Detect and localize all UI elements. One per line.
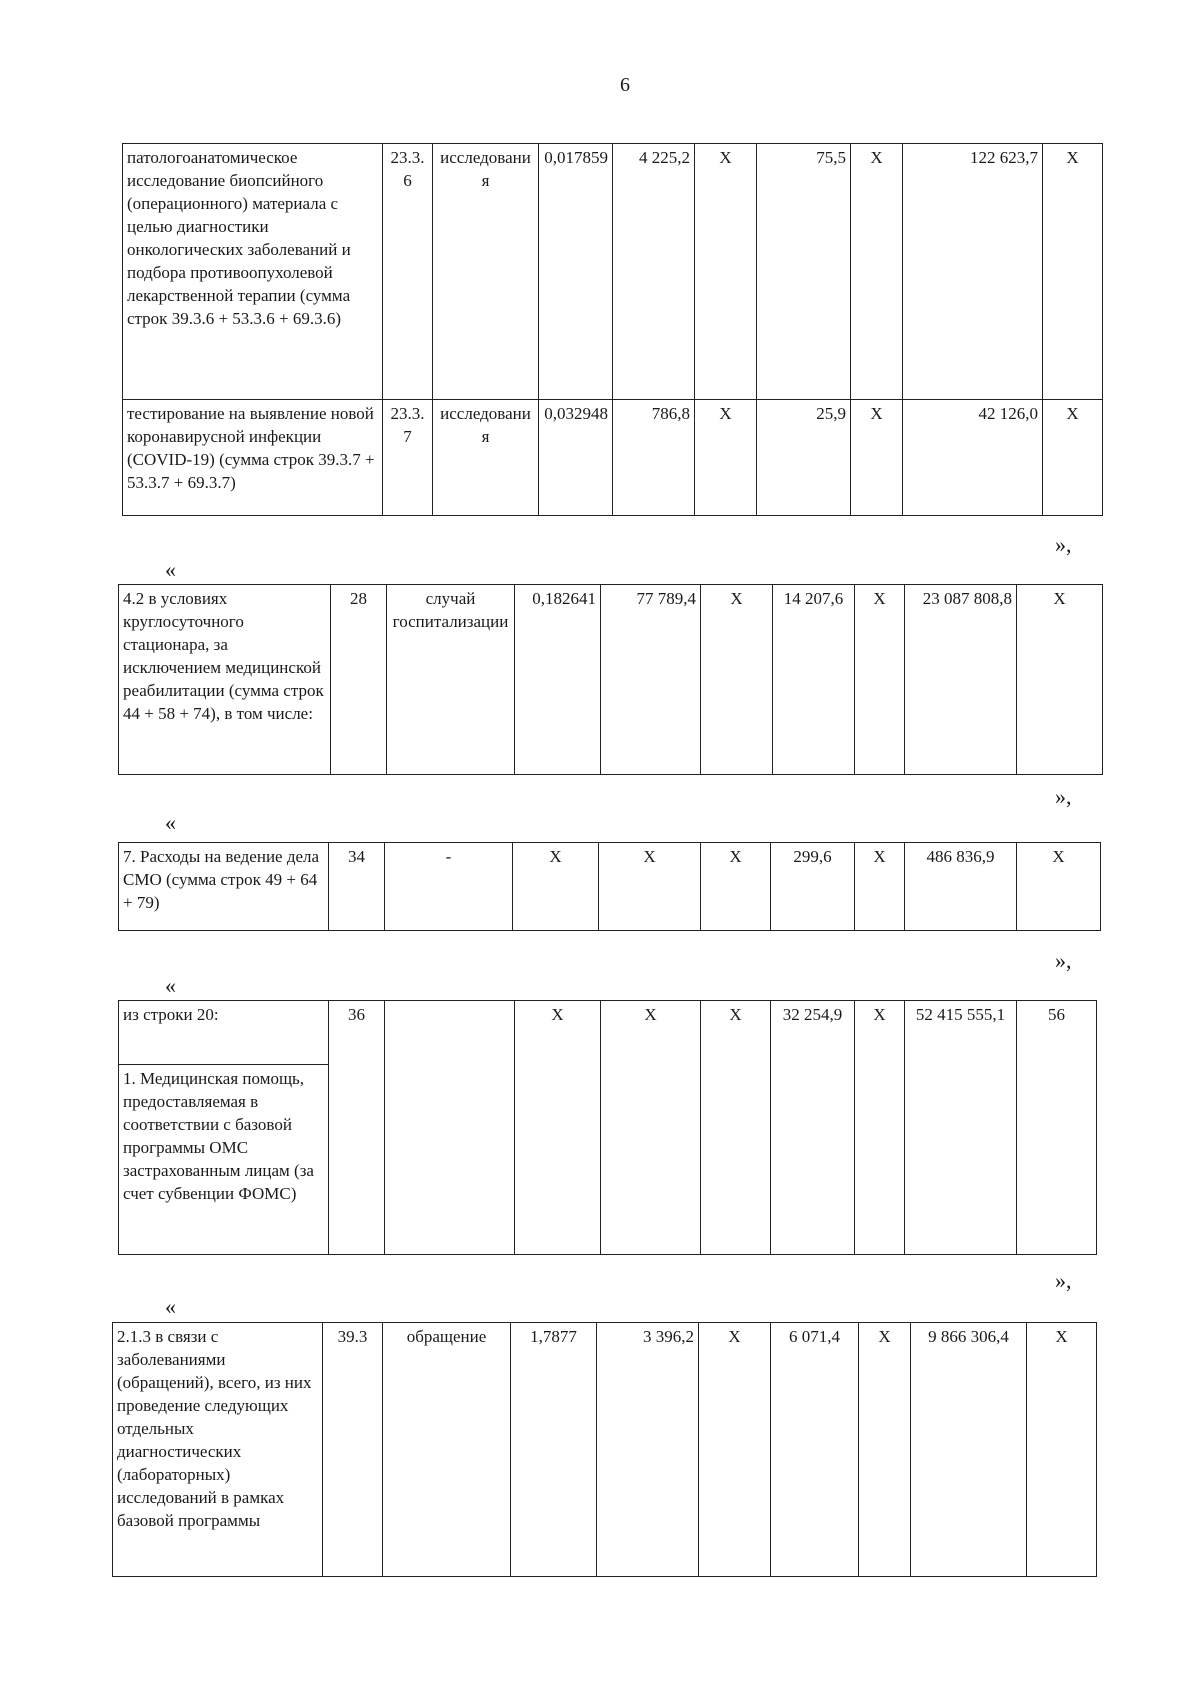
cell-per-capita: 75,5 — [757, 144, 851, 400]
cell-norm: 1,7877 — [511, 1323, 597, 1577]
cell-x: X — [701, 843, 771, 931]
cell-x: X — [855, 1001, 905, 1255]
cell-code: 34 — [329, 843, 385, 931]
cell-per-capita: 299,6 — [771, 843, 855, 931]
cell-total: 23 087 808,8 — [905, 585, 1017, 775]
cell-cost: 786,8 — [613, 400, 695, 516]
table-basic-program — [118, 1000, 1097, 1255]
cell-total: 52 415 555,1 — [905, 1001, 1017, 1255]
table-smo-expenses — [118, 842, 1101, 931]
cell-code: 23.3.7 — [383, 400, 433, 516]
table-row — [123, 144, 1103, 400]
cell-norm: 0,182641 — [515, 585, 601, 775]
cell-cost: 77 789,4 — [601, 585, 701, 775]
cell-x: X — [695, 400, 757, 516]
page-number: 6 — [620, 74, 630, 96]
closing-quote: », — [1055, 1268, 1072, 1293]
cell-name: из строки 20: — [119, 1001, 329, 1065]
cell-x: X — [1017, 843, 1101, 931]
opening-quote: « — [165, 557, 176, 582]
cell-x: X — [1043, 400, 1103, 516]
closing-quote: », — [1055, 532, 1072, 557]
cell-x: X — [855, 585, 905, 775]
closing-quote: », — [1055, 784, 1072, 809]
cell-cost: 4 225,2 — [613, 144, 695, 400]
cell-x: X — [601, 1001, 701, 1255]
cell-x: X — [1043, 144, 1103, 400]
cell-unit — [385, 1001, 515, 1255]
cell-unit: обращение — [383, 1323, 511, 1577]
cell-unit: - — [385, 843, 513, 931]
cell-per-capita: 6 071,4 — [771, 1323, 859, 1577]
cell-total: 42 126,0 — [903, 400, 1043, 516]
cell-name: 1. Медицинская помощь, предоставляемая в соответствии с базовой программы ОМС застрахованным лицам (за счет субвенции ФОМС) — [119, 1065, 329, 1255]
cell-name: 7. Расходы на ведение дела СМО (сумма строк 49 + 64 + 79) — [119, 843, 329, 931]
opening-quote: « — [165, 973, 176, 998]
cell-per-capita: 14 207,6 — [773, 585, 855, 775]
cell-cost: 3 396,2 — [597, 1323, 699, 1577]
cell-x: X — [851, 144, 903, 400]
cell-code: 28 — [331, 585, 387, 775]
table-diseases-visits — [112, 1322, 1097, 1577]
table-row — [119, 585, 1103, 775]
cell-name: 4.2 в условиях круглосуточного стационара, за исключением медицинской реабилитации (сумма строк 44 + 58 + 74), в том числе: — [119, 585, 331, 775]
cell-x: X — [513, 843, 599, 931]
cell-total: 486 836,9 — [905, 843, 1017, 931]
cell-norm: 0,017859 — [539, 144, 613, 400]
table-hospital-care — [118, 584, 1103, 775]
cell-code: 39.3 — [323, 1323, 383, 1577]
cell-x: X — [599, 843, 701, 931]
table-row — [123, 400, 1103, 516]
table-row — [113, 1323, 1097, 1577]
cell-x: X — [699, 1323, 771, 1577]
cell-x: X — [515, 1001, 601, 1255]
cell-x: X — [1027, 1323, 1097, 1577]
cell-x: X — [701, 585, 773, 775]
cell-x: X — [1017, 585, 1103, 775]
cell-per-capita: 32 254,9 — [771, 1001, 855, 1255]
cell-x: X — [695, 144, 757, 400]
opening-quote: « — [165, 810, 176, 835]
cell-per-capita: 25,9 — [757, 400, 851, 516]
cell-x: X — [701, 1001, 771, 1255]
opening-quote: « — [165, 1294, 176, 1319]
table-row — [119, 843, 1101, 931]
closing-quote: », — [1055, 948, 1072, 973]
cell-name: патологоанатомическое исследование биопсийного (операционного) материала с целью диагностики онкологических заболеваний и подбора противоопухолевой лекарственной терапии (сумма строк 39.3.6 + 53.3.6 + 69.3.6) — [123, 144, 383, 400]
cell-name: 2.1.3 в связи с заболеваниями (обращений), всего, из них проведение следующих отдельных диагностических (лабораторных) исследований в рамках базовой программы — [113, 1323, 323, 1577]
cell-x: X — [851, 400, 903, 516]
cell-unit: исследования — [433, 400, 539, 516]
cell-total: 9 866 306,4 — [911, 1323, 1027, 1577]
table-laboratory-tests — [122, 143, 1103, 516]
cell-value: 56 — [1017, 1001, 1097, 1255]
cell-norm: 0,032948 — [539, 400, 613, 516]
cell-x: X — [859, 1323, 911, 1577]
cell-code: 23.3.6 — [383, 144, 433, 400]
table-row — [119, 1001, 1097, 1065]
cell-unit: исследования — [433, 144, 539, 400]
cell-code: 36 — [329, 1001, 385, 1255]
cell-x: X — [855, 843, 905, 931]
cell-unit: случай госпитализации — [387, 585, 515, 775]
cell-name: тестирование на выявление новой коронавирусной инфекции (COVID-19) (сумма строк 39.3.7 + 53.3.7 + 69.3.7) — [123, 400, 383, 516]
cell-total: 122 623,7 — [903, 144, 1043, 400]
